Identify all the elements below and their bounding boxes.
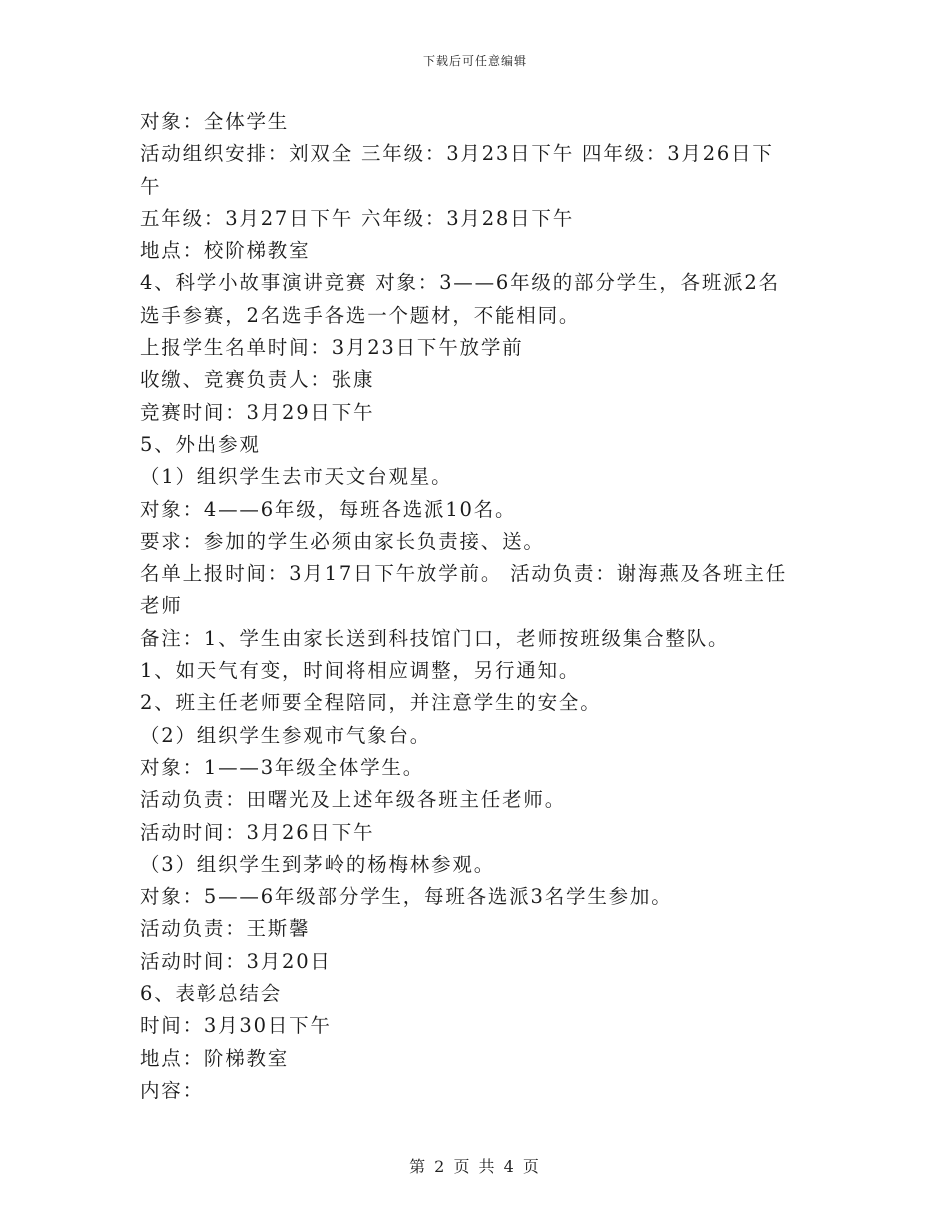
body-line: 五年级：3月27日下午 六年级：3月28日下午 <box>140 206 575 230</box>
body-line: 4、科学小故事演讲竞赛 对象：3——6年级的部分学生，各班派2名 <box>140 271 780 295</box>
body-line: （3）组织学生到茅岭的杨梅林参观。 <box>140 852 496 876</box>
body-line: 要求：参加的学生必须由家长负责接、送。 <box>140 529 545 553</box>
body-line: 竞赛时间：3月29日下午 <box>140 400 375 424</box>
body-line: 对象：4——6年级，每班各选派10名。 <box>140 497 517 521</box>
body-line: 活动负责：田曙光及上述年级各班主任老师。 <box>140 788 567 812</box>
body-line: 时间：3月30日下午 <box>140 1014 332 1038</box>
body-line: 备注：1、学生由家长送到科技馆门口，老师按班级集合整队。 <box>140 626 730 650</box>
body-line: 对象：5——6年级部分学生，每班各选派3名学生参加。 <box>140 885 673 909</box>
body-line: 名单上报时间：3月17日下午放学前。 活动负责：谢海燕及各班主任 <box>140 562 788 586</box>
document-body <box>140 106 812 1107</box>
body-line: 午 <box>140 174 162 198</box>
body-line: 对象：1——3年级全体学生。 <box>140 755 425 779</box>
body-line: 5、外出参观 <box>140 432 261 456</box>
body-line: 上报学生名单时间：3月23日下午放学前 <box>140 336 524 360</box>
body-line: 内容： <box>140 1078 204 1102</box>
body-line: 地点：阶梯教室 <box>140 1046 290 1070</box>
body-line: （1）组织学生去市天文台观星。 <box>140 465 453 489</box>
body-line: 6、表彰总结会 <box>140 982 283 1006</box>
body-line: 2、班主任老师要全程陪同，并注意学生的安全。 <box>140 691 602 715</box>
body-line: 老师 <box>140 594 183 618</box>
body-line: 选手参赛，2名选手各选一个题材，不能相同。 <box>140 303 581 327</box>
body-line: 活动组织安排：刘双全 三年级：3月23日下午 四年级：3月26日下 <box>140 142 774 166</box>
body-line: 活动负责：王斯馨 <box>140 917 311 941</box>
body-line: 活动时间：3月26日下午 <box>140 820 375 844</box>
body-line: （2）组织学生参观市气象台。 <box>140 723 432 747</box>
body-line: 1、如天气有变，时间将相应调整，另行通知。 <box>140 659 581 683</box>
body-line: 活动时间：3月20日 <box>140 949 332 973</box>
body-line: 对象：全体学生 <box>140 110 290 133</box>
header-note: 下载后可任意编辑 <box>422 54 527 68</box>
page-number-footer: 第 2 页 共 4 页 <box>409 1157 541 1176</box>
body-line: 地点：校阶梯教室 <box>140 239 311 263</box>
body-line: 收缴、竞赛负责人：张康 <box>140 368 375 392</box>
